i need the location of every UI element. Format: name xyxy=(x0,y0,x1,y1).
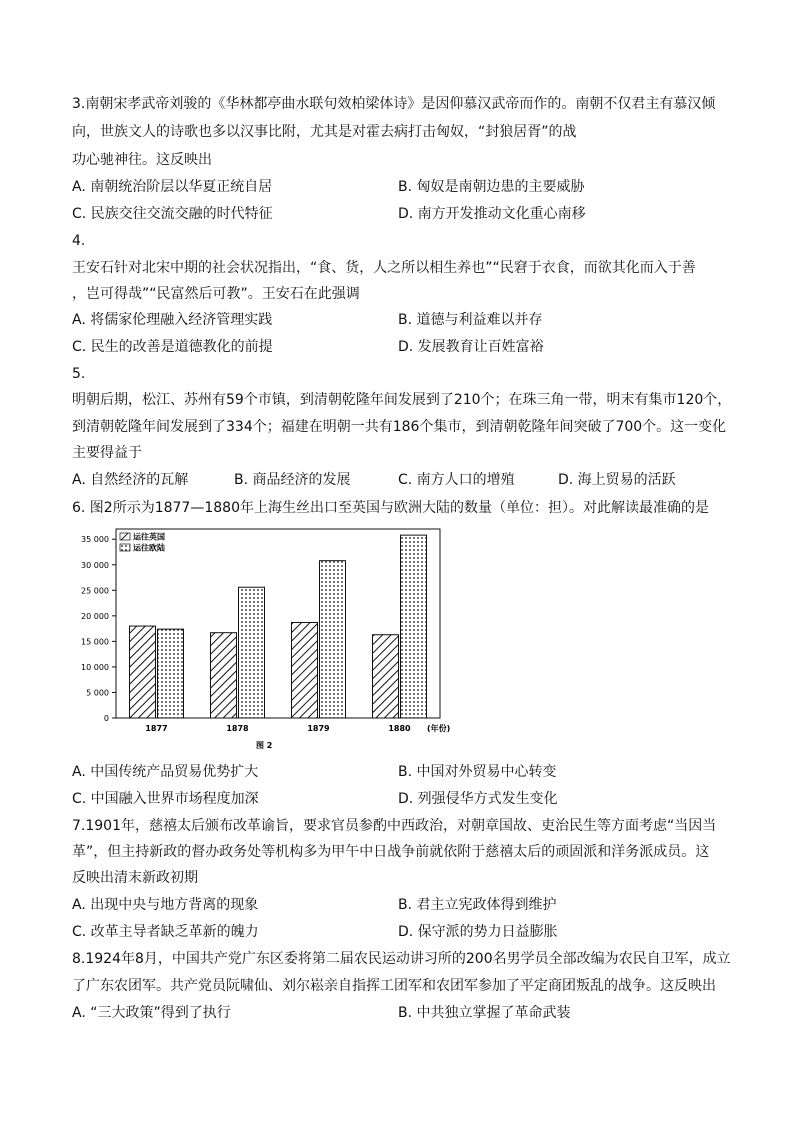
x-tick-label: 1877 xyxy=(145,724,168,733)
x-axis-labels xyxy=(145,724,411,733)
bar-uk-1877 xyxy=(130,626,156,718)
y-tick-label: 20 000 xyxy=(81,611,109,621)
q4-stem-line1: 王安石针对北宋中期的社会状况指出，“食、货，人之所以相生养也”“民窘于衣食，而欲其化而入于善 xyxy=(72,260,696,276)
q4-number: 4. xyxy=(72,233,86,249)
y-tick-label: 25 000 xyxy=(81,586,109,596)
x-axis-unit: (年份) xyxy=(427,724,451,733)
q3-option-c: C. 民族交往交流交融的时代特征 xyxy=(72,206,273,222)
q7-stem-line2: 革”，但主持新政的督办政务处等机构多为甲午中日战争前就依附于慈禧太后的顽固派和洋务派成员。这 xyxy=(72,844,710,860)
y-tick-label: 30 000 xyxy=(81,560,109,570)
q4-option-b: B. 道德与利益难以并存 xyxy=(398,312,543,328)
legend-swatch-europe xyxy=(120,544,130,551)
q7-option-c: C. 改革主导者缺乏革新的魄力 xyxy=(72,924,259,940)
y-tick-label: 35 000 xyxy=(81,535,109,545)
q8-stem-line1: 8.1924年8月，中国共产党广东区委将第二届农民运动讲习所的200名男学员全部改编为农民自卫军，成立 xyxy=(72,951,731,967)
q4-option-c: C. 民生的改善是道德教化的前提 xyxy=(72,339,273,355)
x-tick-label: 1880 xyxy=(388,724,411,733)
q6-option-d: D. 列强侵华方式发生变化 xyxy=(398,791,558,807)
bar-uk-1878 xyxy=(211,633,237,718)
y-tick-label: 5 000 xyxy=(86,688,109,698)
q3-option-d: D. 南方开发推动文化重心南移 xyxy=(398,206,586,222)
bar-europe-1879 xyxy=(320,561,346,718)
q5-stem-line2: 到清朝乾隆年间发展到了334个；福建在明朝一共有186个集市，到清朝乾隆年间突破了700个。这一变化 xyxy=(72,419,727,435)
bar-europe-1877 xyxy=(158,629,184,718)
q8-option-b: B. 中共独立掌握了革命武装 xyxy=(398,1005,571,1021)
q7-stem-line3: 反映出清末新政初期 xyxy=(72,870,198,886)
q6-stem: 6. 图2所示为1877—1880年上海生丝出口至英国与欧洲大陆的数量（单位：担）。对此解读最准确的是 xyxy=(72,500,709,516)
q6-option-b: B. 中国对外贸易中心转变 xyxy=(398,764,557,780)
legend-swatch-uk xyxy=(120,533,130,540)
y-tick-label: 15 000 xyxy=(81,637,109,647)
q5-stem-line1: 明朝后期，松江、苏州有59个市镇，到清朝乾隆年间发展到了210个；在珠三角一带，明末有集市120个， xyxy=(72,392,732,408)
q5-option-c: C. 南方人口的增殖 xyxy=(398,472,515,488)
q3-option-a: A. 南朝统治阶层以华夏正统自居 xyxy=(72,179,273,195)
q6-option-c: C. 中国融入世界市场程度加深 xyxy=(72,791,259,807)
q8-stem-line2: 了广东农团军。共产党员阮啸仙、刘尔崧亲自指挥工团军和农团军参加了平定商团叛乱的战争。这反映出 xyxy=(72,978,716,994)
q4-option-a: A. 将儒家伦理融入经济管理实践 xyxy=(72,312,273,328)
q5-number: 5. xyxy=(72,366,86,382)
chart-legend xyxy=(120,532,165,553)
y-tick-label: 10 000 xyxy=(81,662,109,672)
q5-stem-line3: 主要得益于 xyxy=(72,445,142,461)
q7-option-b: B. 君主立宪政体得到维护 xyxy=(398,897,557,913)
bar-uk-1880 xyxy=(373,635,399,718)
y-tick-label: 0 xyxy=(103,714,109,723)
q5-option-b: B. 商品经济的发展 xyxy=(234,472,351,488)
q3-stem-line3: 功心驰神往。这反映出 xyxy=(72,152,212,168)
q7-option-a: A. 出现中央与地方背离的现象 xyxy=(72,897,259,913)
q8-option-a: A. “三大政策”得到了执行 xyxy=(72,1005,231,1021)
x-tick-label: 1878 xyxy=(226,724,249,733)
q6-option-a: A. 中国传统产品贸易优势扩大 xyxy=(72,764,259,780)
bar-europe-1880 xyxy=(401,535,427,718)
q3-stem-line1: 3.南朝宋孝武帝刘骏的《华林都亭曲水联句效柏梁体诗》是因仰慕汉武帝而作的。南朝不仅君主有慕汉倾 xyxy=(72,96,716,112)
legend-label-europe: 运往欧陆 xyxy=(133,543,165,553)
legend-label-uk: 运往英国 xyxy=(133,532,165,542)
silk-export-bar-chart xyxy=(60,524,480,754)
q4-stem-line2: ，岂可得哉”“民富然后可教”。王安石在此强调 xyxy=(72,286,360,302)
q7-stem-line1: 7.1901年，慈禧太后颁布改革谕旨，要求官员参酌中西政治，对朝章国故、吏治民生等方面考虑“当因当 xyxy=(72,818,717,834)
q7-option-d: D. 保守派的势力日益膨胀 xyxy=(398,924,558,940)
bar-europe-1878 xyxy=(239,587,265,718)
q5-option-d: D. 海上贸易的活跃 xyxy=(558,472,676,488)
q5-option-a: A. 自然经济的瓦解 xyxy=(72,472,189,488)
q3-option-b: B. 匈奴是南朝边患的主要威胁 xyxy=(398,179,585,195)
q3-stem-line2: 向，世族文人的诗歌也多以汉事比附，尤其是对霍去病打击匈奴，“封狼居胥”的战 xyxy=(72,124,577,140)
figure-label: 图 2 xyxy=(256,741,273,750)
bars xyxy=(130,535,427,718)
x-tick-label: 1879 xyxy=(307,724,330,733)
q4-option-d: D. 发展教育让百姓富裕 xyxy=(398,339,544,355)
y-axis-ticks xyxy=(81,535,116,723)
bar-uk-1879 xyxy=(292,622,318,718)
